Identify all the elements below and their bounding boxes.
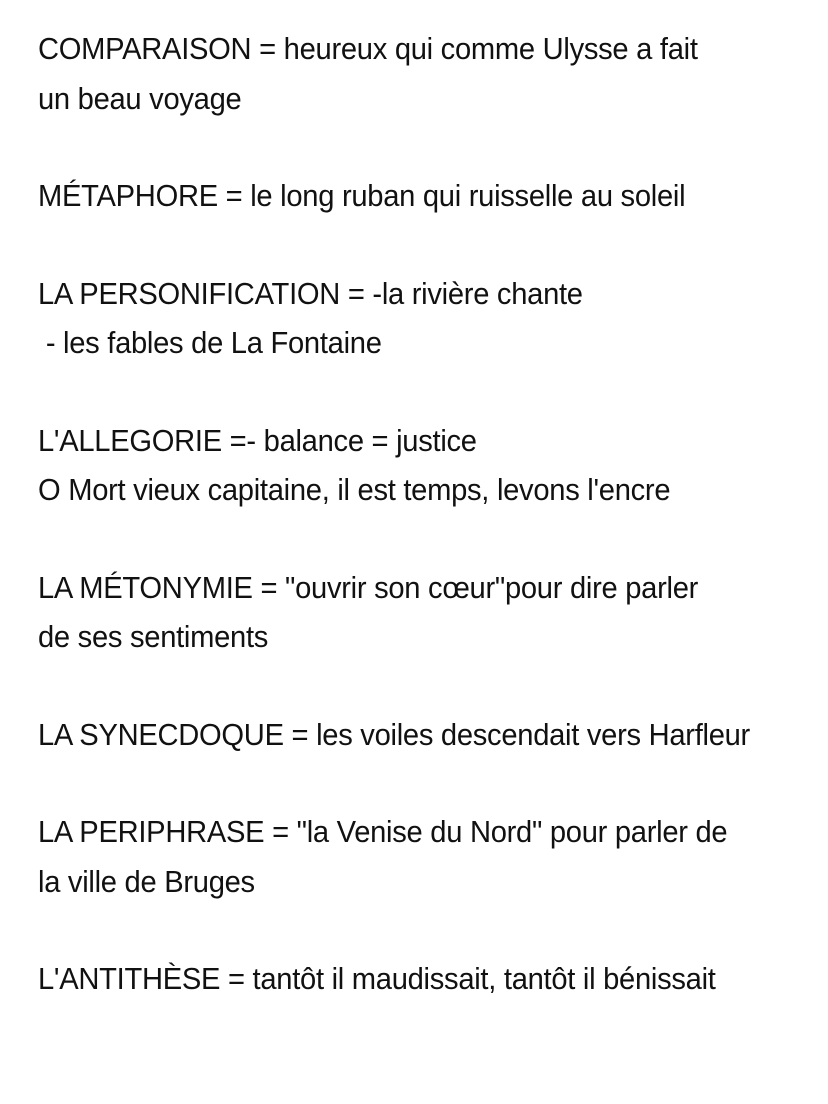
note-line: LA PERSONIFICATION = -la rivière chante	[38, 275, 583, 311]
note-line: COMPARAISON = heureux qui comme Ulysse a fait	[38, 31, 698, 66]
figure-comparaison	[38, 24, 818, 123]
note-line: LA SYNECDOQUE = les voiles descendait vers Harfleur	[38, 716, 750, 752]
note-page	[38, 24, 818, 1052]
figure-periphrase	[38, 807, 818, 906]
note-line: L'ALLEGORIE =- balance = justice	[38, 422, 477, 458]
note-line: O Mort vieux capitaine, il est temps, levons l'encre	[38, 472, 671, 507]
note-line: - les fables de La Fontaine	[38, 325, 382, 360]
note-line: LA PERIPHRASE = "la Venise du Nord" pour parler de	[38, 814, 728, 849]
note-line: LA MÉTONYMIE = "ouvrir son cœur"pour dire parler	[38, 569, 699, 605]
figure-personification	[38, 269, 818, 368]
figure-metonymie	[38, 563, 818, 662]
note-line: un beau voyage	[38, 80, 242, 116]
figure-metaphore	[38, 171, 818, 221]
figure-antithese	[38, 954, 818, 1004]
figure-synecdoque	[38, 710, 818, 760]
note-line: la ville de Bruges	[38, 863, 255, 899]
note-line: de ses sentiments	[38, 619, 269, 654]
figure-allegorie	[38, 416, 818, 515]
note-line: MÉTAPHORE = le long ruban qui ruisselle au soleil	[38, 178, 686, 213]
note-line: L'ANTITHÈSE = tantôt il maudissait, tantôt il bénissait	[38, 961, 716, 996]
